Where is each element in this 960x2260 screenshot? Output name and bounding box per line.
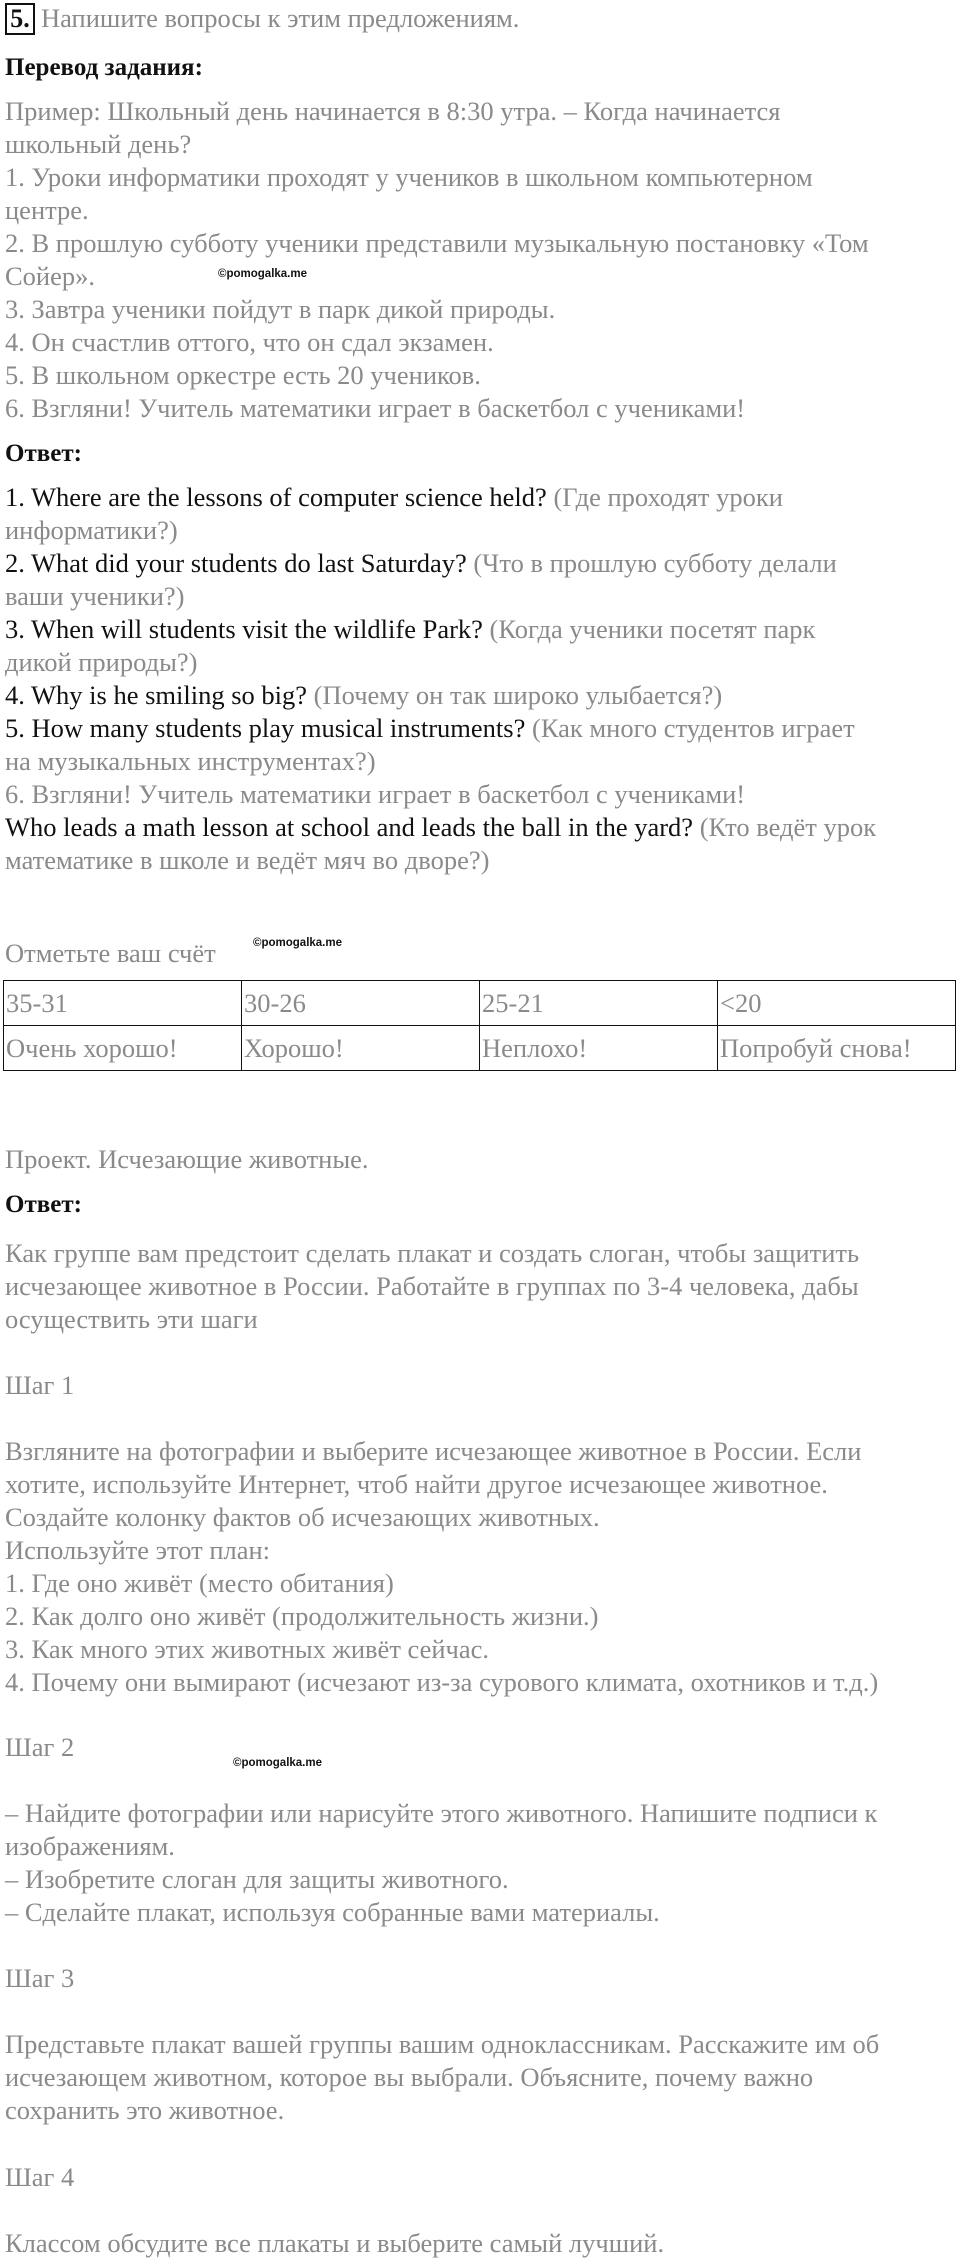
translation-line: школьный день?: [5, 129, 192, 159]
translation-line: 1. Уроки информатики проходят у учеников в школьном компьютерном: [5, 162, 813, 192]
step-2-body: [5, 1797, 956, 1929]
answer-line: [5, 712, 956, 745]
translation-line: 4. Он счастлив оттого, что он сдал экзамен.: [5, 327, 494, 357]
answer-line: [5, 679, 956, 712]
answer-ru: информатики?): [5, 515, 178, 545]
answer-ru: (Когда ученики посетят парк: [482, 614, 816, 644]
answer-ru: на музыкальных инструментах?): [5, 746, 376, 776]
translation-line: 5. В школьном оркестре есть 20 учеников.: [5, 360, 481, 390]
answer-en: 3. When will students visit the wildlife Park?: [5, 614, 483, 644]
step-line: Классом обсудите все плакаты и выберите самый лучший.: [5, 2228, 665, 2258]
project-intro-line: Как группе вам предстоит сделать плакат и создать слоган, чтобы защитить: [5, 1238, 860, 1268]
answer-line: [5, 547, 956, 580]
step-2-title: Шаг 2: [5, 1732, 75, 1762]
score-ratings-row: [4, 1026, 956, 1071]
step-line: – Найдите фотографии или нарисуйте этого животного. Напишите подписи к: [5, 1798, 878, 1828]
step-line: хотите, используйте Интернет, чтоб найти другое исчезающее животное.: [5, 1469, 828, 1499]
answer-en: 5. How many students play musical instruments?: [5, 713, 526, 743]
step-1-body: [5, 1435, 956, 1699]
project-answer-heading: Ответ:: [5, 1191, 82, 1218]
answer-line: [5, 811, 956, 844]
answer-ru: дикой природы?): [5, 647, 198, 677]
translation-block: [5, 95, 956, 425]
step-line: 2. Как долго оно живёт (продолжительность жизни.): [5, 1601, 599, 1631]
score-table: [3, 980, 956, 1071]
answer-line: [5, 844, 956, 877]
answer-ru: ваши ученики?): [5, 581, 185, 611]
score-rating-cell: Неплохо!: [480, 1026, 718, 1071]
answer-en: Who leads a math lesson at school and leads the ball in the yard?: [5, 812, 694, 842]
step-line: – Изобретите слоган для защиты животного.: [5, 1864, 509, 1894]
step-line: сохранить это животное.: [5, 2095, 285, 2125]
answer-line: [5, 646, 956, 679]
score-range-cell: <20: [718, 981, 956, 1026]
project-title: Проект. Исчезающие животные.: [5, 1144, 369, 1174]
answer-line: [5, 613, 956, 646]
answer-ru: (Кто ведёт урок: [693, 812, 877, 842]
translation-line: Пример: Школьный день начинается в 8:30 утра. – Когда начинается: [5, 96, 781, 126]
step-3-body: [5, 2028, 956, 2127]
score-range-cell: 30-26: [242, 981, 480, 1026]
answer-ru: (Как много студентов играет: [525, 713, 855, 743]
score-rating-cell: Хорошо!: [242, 1026, 480, 1071]
step-line: Взгляните на фотографии и выберите исчезающее животное в России. Если: [5, 1436, 862, 1466]
score-range-cell: 25-21: [480, 981, 718, 1026]
translation-line: 6. Взгляни! Учитель математики играет в баскетбол с учениками!: [5, 393, 746, 423]
answer-line: [5, 778, 956, 811]
score-label: Отметьте ваш счёт: [5, 938, 216, 968]
project-intro: [5, 1237, 956, 1336]
translation-line: центре.: [5, 195, 89, 225]
step-1-title: Шаг 1: [5, 1370, 75, 1400]
project-intro-line: исчезающее животное в России. Работайте в группах по 3-4 человека, дабы: [5, 1271, 859, 1301]
answer-heading: Ответ:: [5, 440, 82, 467]
answer-ru: (Где проходят уроки: [546, 482, 783, 512]
score-ranges-row: [4, 981, 956, 1026]
step-line: Используйте этот план:: [5, 1535, 271, 1565]
step-line: 1. Где оно живёт (место обитания): [5, 1568, 394, 1598]
score-rating-cell: Очень хорошо!: [4, 1026, 242, 1071]
answer-line: [5, 514, 956, 547]
step-4-title: Шаг 4: [5, 2162, 75, 2192]
step-line: исчезающем животном, которое вы выбрали. Объясните, почему важно: [5, 2062, 814, 2092]
project-intro-line: осуществить эти шаги: [5, 1304, 258, 1334]
task-number: 5.: [5, 3, 35, 35]
answer-ru: (Что в прошлую субботу делали: [466, 548, 837, 578]
step-line: Создайте колонку фактов об исчезающих животных.: [5, 1502, 600, 1532]
translation-line: Сойер».: [5, 261, 95, 291]
answer-line: [5, 481, 956, 514]
translation-heading: Перевод задания:: [5, 54, 203, 81]
answer-en: 1. Where are the lessons of computer science held?: [5, 482, 547, 512]
task-instruction: Напишите вопросы к этим предложениям.: [41, 3, 520, 33]
step-line: 3. Как много этих животных живёт сейчас.: [5, 1634, 490, 1664]
answer-block: [5, 481, 956, 877]
answer-line: [5, 580, 956, 613]
answer-en: 2. What did your students do last Saturday?: [5, 548, 467, 578]
answer-ru: математике в школе и ведёт мяч во дворе?): [5, 845, 490, 875]
answer-line: [5, 745, 956, 778]
task-header: [5, 2, 956, 35]
step-4-body: [5, 2227, 956, 2260]
score-range-cell: 35-31: [4, 981, 242, 1026]
answer-ru: 6. Взгляни! Учитель математики играет в баскетбол с учениками!: [5, 779, 746, 809]
answer-en: 4. Why is he smiling so big?: [5, 680, 308, 710]
answer-ru: (Почему он так широко улыбается?): [307, 680, 723, 710]
watermark: ©pomogalka.me: [233, 1757, 322, 1769]
watermark: ©pomogalka.me: [253, 937, 342, 949]
translation-line: 3. Завтра ученики пойдут в парк дикой природы.: [5, 294, 556, 324]
step-3-title: Шаг 3: [5, 1963, 75, 1993]
step-line: – Сделайте плакат, используя собранные вами материалы.: [5, 1897, 660, 1927]
step-line: Представьте плакат вашей группы вашим одноклассникам. Расскажите им об: [5, 2029, 880, 2059]
score-rating-cell: Попробуй снова!: [718, 1026, 956, 1071]
watermark: ©pomogalka.me: [218, 268, 307, 280]
step-line: 4. Почему они вымирают (исчезают из-за сурового климата, охотников и т.д.): [5, 1667, 879, 1697]
translation-line: 2. В прошлую субботу ученики представили музыкальную постановку «Том: [5, 228, 869, 258]
step-line: изображениям.: [5, 1831, 175, 1861]
